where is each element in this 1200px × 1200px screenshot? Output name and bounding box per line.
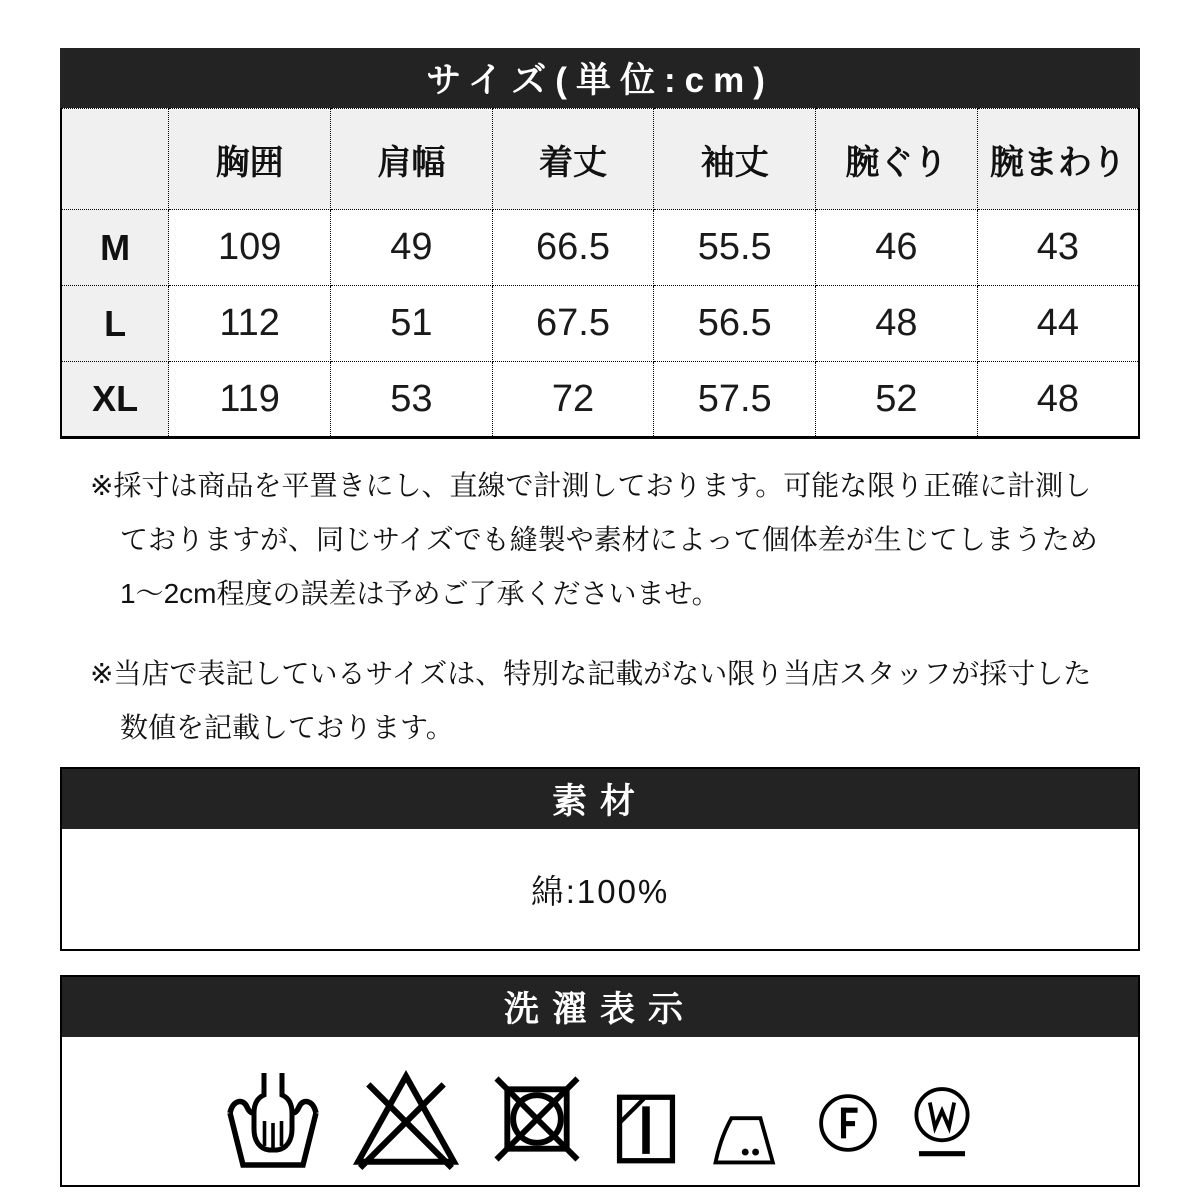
size-section-title-bar	[60, 48, 1140, 108]
cell-xl-chest: 119	[169, 362, 331, 438]
column-header-shoulder: 肩幅	[330, 109, 492, 210]
store-size-note	[90, 647, 1120, 755]
cell-l-sleeve: 56.5	[654, 286, 816, 362]
iron-two-dots-icon	[710, 1113, 786, 1169]
measurement-note	[90, 459, 1120, 621]
size-label-xl: XL	[61, 362, 169, 438]
cell-xl-length: 72	[492, 362, 654, 438]
table-row-l	[61, 286, 1139, 362]
dry-clean-f-icon	[816, 1091, 880, 1155]
note-line: 数値を記載しております。	[120, 712, 454, 743]
hand-wash-icon	[226, 1071, 320, 1171]
wash-section	[60, 975, 1140, 1187]
cell-xl-shoulder: 53	[330, 362, 492, 438]
material-value: 綿:100%	[62, 829, 1138, 949]
material-title: 素材	[551, 782, 648, 821]
do-not-tumble-dry-icon	[492, 1067, 582, 1171]
table-row-xl	[61, 362, 1139, 438]
cell-l-shoulder: 51	[330, 286, 492, 362]
cell-xl-arm-circumference: 48	[977, 362, 1139, 438]
cell-l-length: 67.5	[492, 286, 654, 362]
cell-m-shoulder: 49	[330, 210, 492, 286]
size-table-corner-cell	[61, 109, 169, 210]
cell-m-length: 66.5	[492, 210, 654, 286]
material-title-bar	[62, 769, 1138, 829]
cell-l-chest: 112	[169, 286, 331, 362]
column-header-chest: 胸囲	[169, 109, 331, 210]
care-symbols-row	[62, 1037, 1138, 1185]
size-table	[60, 108, 1140, 439]
note-line: ※当店で表記しているサイズは、特別な記載がない限り当店スタッフが採寸した	[90, 658, 1092, 689]
column-header-sleeve: 袖丈	[654, 109, 816, 210]
cell-m-sleeve: 55.5	[654, 210, 816, 286]
size-table-header-row	[61, 109, 1139, 210]
material-section	[60, 767, 1140, 951]
column-header-armhole: 腕ぐり	[816, 109, 978, 210]
size-section-title: サイズ(単位:cm)	[426, 61, 774, 100]
cell-l-armhole: 48	[816, 286, 978, 362]
wash-title-bar	[62, 977, 1138, 1037]
note-line: ておりますが、同じサイズでも縫製や素材によって個体差が生じてしまうため	[120, 524, 1098, 555]
cell-xl-armhole: 52	[816, 362, 978, 438]
cell-m-armhole: 46	[816, 210, 978, 286]
do-not-bleach-icon	[350, 1069, 462, 1171]
wash-title: 洗濯表示	[503, 990, 696, 1029]
cell-m-arm-circumference: 43	[977, 210, 1139, 286]
table-row-m	[61, 210, 1139, 286]
cell-l-arm-circumference: 44	[977, 286, 1139, 362]
line-dry-in-shade-icon	[612, 1087, 680, 1171]
wet-clean-gentle-icon	[910, 1075, 974, 1171]
size-label-l: L	[61, 286, 169, 362]
cell-m-chest: 109	[169, 210, 331, 286]
note-line: ※採寸は商品を平置きにし、直線で計測しております。可能な限り正確に計測し	[90, 470, 1092, 501]
size-label-m: M	[61, 210, 169, 286]
note-line: 1〜2cm程度の誤差は予めご了承くださいませ。	[120, 578, 720, 609]
cell-xl-sleeve: 57.5	[654, 362, 816, 438]
column-header-arm-circumference: 腕まわり	[977, 109, 1139, 210]
column-header-length: 着丈	[492, 109, 654, 210]
